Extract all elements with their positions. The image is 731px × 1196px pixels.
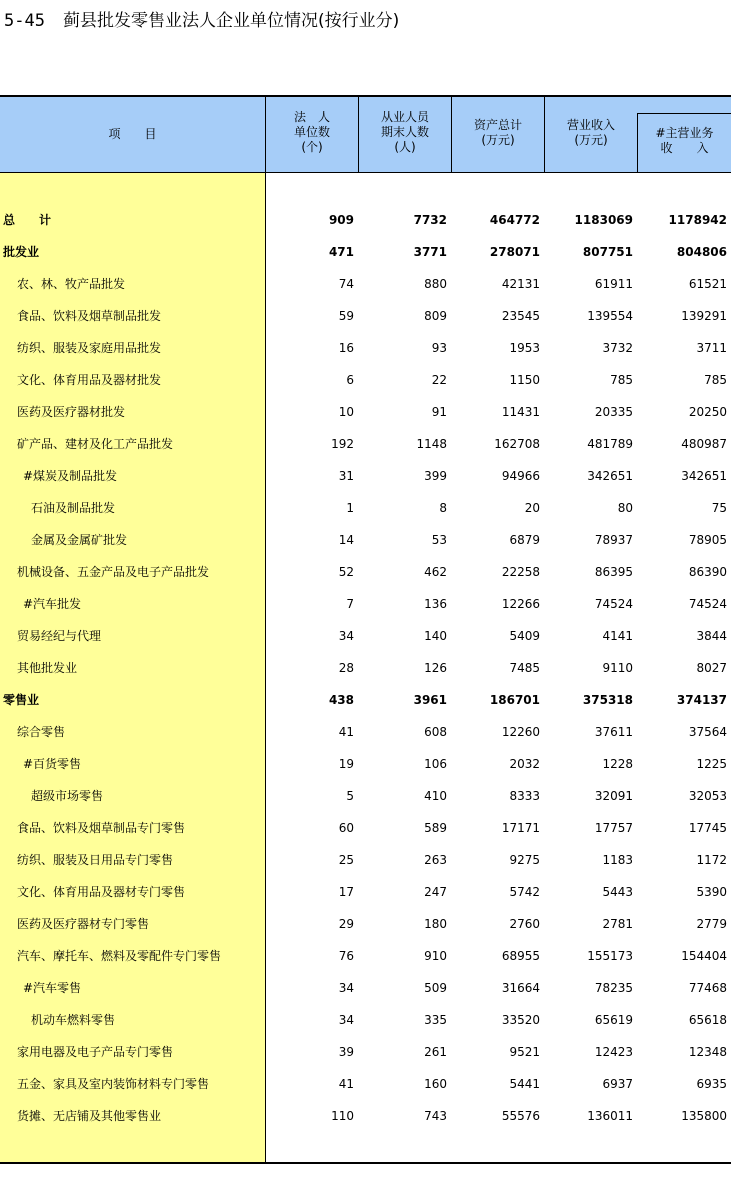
row-value: 410: [424, 789, 447, 803]
row-value: 909: [328, 213, 354, 227]
row-value: 160: [424, 1077, 447, 1091]
row-value: 61911: [594, 277, 633, 291]
table-row: [0, 498, 731, 518]
table-row: [0, 242, 731, 262]
table-row: [0, 1010, 731, 1030]
table-row: [0, 306, 731, 326]
row-value: 74524: [688, 597, 727, 611]
row-value: 5409: [509, 629, 540, 643]
row-value: 1172: [696, 853, 727, 867]
row-value: 807751: [582, 245, 633, 259]
row-value: 37564: [688, 725, 727, 739]
row-value: 25: [338, 853, 354, 867]
row-value: 261: [424, 1045, 447, 1059]
row-value: 7485: [509, 661, 540, 675]
table-row: [0, 530, 731, 550]
row-value: 76: [338, 949, 354, 963]
row-value: 22: [431, 373, 447, 387]
row-value: 6935: [696, 1077, 727, 1091]
row-value: 60: [338, 821, 354, 835]
row-value: 136: [424, 597, 447, 611]
row-value: 32053: [688, 789, 727, 803]
row-label: 其他批发业: [17, 661, 78, 675]
table-row: [0, 626, 731, 646]
header-revenue: 营业收入 (万元): [566, 118, 615, 147]
table-row: [0, 370, 731, 390]
row-label: 石油及制品批发: [31, 501, 116, 515]
row-value: 110: [331, 1109, 354, 1123]
table-row: [0, 594, 731, 614]
row-value: 5390: [696, 885, 727, 899]
table-row: [0, 466, 731, 486]
row-value: 39: [338, 1045, 354, 1059]
row-label: 食品、饮料及烟草制品批发: [17, 309, 162, 323]
row-label: 综合零售: [17, 725, 66, 739]
row-value: 785: [704, 373, 727, 387]
row-value: 9110: [602, 661, 633, 675]
header-units: 法 人 单位数 (个): [293, 110, 330, 154]
row-label: 纺织、服装及日用品专门零售: [17, 853, 174, 867]
table-row: [0, 978, 731, 998]
row-label: 文化、体育用品及器材专门零售: [17, 885, 186, 899]
row-label: 纺织、服装及家庭用品批发: [17, 341, 162, 355]
row-label: 货摊、无店铺及其他零售业: [17, 1109, 162, 1123]
row-value: 1150: [509, 373, 540, 387]
row-value: 910: [424, 949, 447, 963]
row-label: 超级市场零售: [31, 789, 104, 803]
row-value: 12423: [594, 1045, 633, 1059]
table-row: [0, 210, 731, 230]
row-value: 374137: [676, 693, 727, 707]
row-label: 文化、体育用品及器材批发: [17, 373, 162, 387]
table-title: 蓟县批发零售业法人企业单位情况(按行业分): [62, 11, 400, 31]
row-value: 5441: [509, 1077, 540, 1091]
row-value: 3771: [413, 245, 447, 259]
row-value: 471: [328, 245, 354, 259]
row-value: 20250: [688, 405, 727, 419]
table-row: [0, 1074, 731, 1094]
table-row: [0, 274, 731, 294]
row-value: 1148: [416, 437, 447, 451]
table-row: [0, 690, 731, 710]
row-value: 608: [424, 725, 447, 739]
row-value: 8: [439, 501, 447, 515]
row-value: 139291: [681, 309, 727, 323]
row-value: 11431: [501, 405, 540, 419]
row-value: 74: [338, 277, 354, 291]
row-value: 14: [338, 533, 354, 547]
row-value: 34: [338, 629, 354, 643]
row-value: 3844: [696, 629, 727, 643]
row-value: 78235: [594, 981, 633, 995]
header-main-business-revenue: #主营业务 收 入: [655, 126, 714, 155]
row-value: 17171: [501, 821, 540, 835]
row-value: 162708: [494, 437, 540, 451]
row-value: 186701: [489, 693, 540, 707]
row-label: 矿产品、建材及化工产品批发: [17, 437, 174, 451]
table-row: [0, 882, 731, 902]
row-value: 31664: [501, 981, 540, 995]
row-value: 86390: [688, 565, 727, 579]
row-value: 247: [424, 885, 447, 899]
table-number: 5-45: [4, 11, 45, 31]
row-value: 509: [424, 981, 447, 995]
row-label: 总 计: [3, 213, 52, 227]
table-row: [0, 338, 731, 358]
row-value: 20335: [594, 405, 633, 419]
row-value: 1225: [696, 757, 727, 771]
row-value: 135800: [681, 1109, 727, 1123]
row-value: 140: [424, 629, 447, 643]
row-value: 5: [346, 789, 354, 803]
row-value: 12260: [501, 725, 540, 739]
row-value: 34: [338, 981, 354, 995]
row-value: 12348: [688, 1045, 727, 1059]
row-value: 41: [338, 1077, 354, 1091]
table-row: [0, 402, 731, 422]
row-value: 3732: [602, 341, 633, 355]
header-employees: 从业人员 期末人数 (人): [380, 110, 429, 154]
header-item: 项 目: [108, 127, 157, 141]
row-value: 77468: [688, 981, 727, 995]
row-label: #百货零售: [23, 757, 82, 771]
row-value: 7: [346, 597, 354, 611]
row-value: 41: [338, 725, 354, 739]
row-value: 12266: [501, 597, 540, 611]
row-value: 32091: [594, 789, 633, 803]
header-assets: 资产总计 (万元): [473, 118, 522, 147]
row-label: 汽车、摩托车、燃料及零配件专门零售: [17, 949, 222, 963]
row-value: 17: [338, 885, 354, 899]
page-title: [4, 6, 399, 31]
row-value: 91: [431, 405, 447, 419]
row-value: 743: [424, 1109, 447, 1123]
row-value: 8333: [509, 789, 540, 803]
table-row: [0, 754, 731, 774]
row-value: 6: [346, 373, 354, 387]
row-value: 785: [610, 373, 633, 387]
row-value: 2760: [509, 917, 540, 931]
table-row: [0, 562, 731, 582]
row-value: 7732: [413, 213, 447, 227]
row-value: 1953: [509, 341, 540, 355]
row-value: 263: [424, 853, 447, 867]
table-row: [0, 658, 731, 678]
row-value: 28: [338, 661, 354, 675]
row-value: 8027: [696, 661, 727, 675]
row-value: 94966: [501, 469, 540, 483]
row-value: 2779: [696, 917, 727, 931]
row-value: 93: [431, 341, 447, 355]
table-row: [0, 722, 731, 742]
row-value: 42131: [501, 277, 540, 291]
row-value: 10: [338, 405, 354, 419]
row-label: 农、林、牧产品批发: [17, 277, 126, 291]
row-value: 139554: [587, 309, 633, 323]
row-value: 5443: [602, 885, 633, 899]
row-value: 375318: [582, 693, 633, 707]
row-value: 1178942: [668, 213, 727, 227]
row-value: 342651: [681, 469, 727, 483]
row-value: 106: [424, 757, 447, 771]
row-value: 61521: [688, 277, 727, 291]
row-value: 4141: [602, 629, 633, 643]
row-label: 机械设备、五金产品及电子产品批发: [17, 565, 210, 579]
row-value: 438: [328, 693, 354, 707]
row-value: 78937: [594, 533, 633, 547]
row-label: 机动车燃料零售: [31, 1013, 116, 1027]
row-value: 22258: [501, 565, 540, 579]
row-value: 19: [338, 757, 354, 771]
table-row: [0, 786, 731, 806]
table-row: [0, 1042, 731, 1062]
row-value: 481789: [587, 437, 633, 451]
row-label: 批发业: [3, 245, 40, 259]
row-label: 家用电器及电子产品专门零售: [17, 1045, 174, 1059]
row-value: 68955: [501, 949, 540, 963]
table-row: [0, 914, 731, 934]
table-row: [0, 1106, 731, 1126]
row-value: 37611: [594, 725, 633, 739]
row-value: 154404: [681, 949, 727, 963]
row-value: 31: [338, 469, 354, 483]
row-value: 9275: [509, 853, 540, 867]
row-value: 335: [424, 1013, 447, 1027]
row-label: 零售业: [3, 693, 40, 707]
table-row: [0, 818, 731, 838]
row-value: 3961: [413, 693, 447, 707]
row-label: 医药及医疗器材批发: [17, 405, 126, 419]
row-value: 33520: [501, 1013, 540, 1027]
row-value: 278071: [489, 245, 540, 259]
row-value: 136011: [587, 1109, 633, 1123]
row-label: 金属及金属矿批发: [31, 533, 128, 547]
row-value: 880: [424, 277, 447, 291]
row-value: 53: [431, 533, 447, 547]
row-value: 462: [424, 565, 447, 579]
row-value: 52: [338, 565, 354, 579]
table-row: [0, 946, 731, 966]
row-value: 16: [338, 341, 354, 355]
row-value: 342651: [587, 469, 633, 483]
row-value: 65618: [688, 1013, 727, 1027]
row-value: 1228: [602, 757, 633, 771]
row-value: 34: [338, 1013, 354, 1027]
row-value: 75: [711, 501, 727, 515]
row-value: 804806: [676, 245, 727, 259]
row-value: 6937: [602, 1077, 633, 1091]
row-value: 74524: [594, 597, 633, 611]
row-label: 五金、家具及室内装饰材料专门零售: [17, 1077, 210, 1091]
row-label: #汽车批发: [23, 597, 82, 611]
table-row: [0, 850, 731, 870]
row-label: 医药及医疗器材专门零售: [17, 917, 150, 931]
row-value: 399: [424, 469, 447, 483]
row-value: 809: [424, 309, 447, 323]
row-value: 1183: [602, 853, 633, 867]
row-value: 2032: [509, 757, 540, 771]
row-value: 480987: [681, 437, 727, 451]
row-value: 65619: [594, 1013, 633, 1027]
row-value: 1183069: [574, 213, 633, 227]
row-label: 贸易经纪与代理: [17, 629, 102, 643]
row-label: 食品、饮料及烟草制品专门零售: [17, 821, 186, 835]
row-label: #煤炭及制品批发: [23, 469, 118, 483]
row-label: #汽车零售: [23, 981, 82, 995]
row-value: 29: [338, 917, 354, 931]
row-value: 80: [617, 501, 633, 515]
row-value: 180: [424, 917, 447, 931]
row-value: 17745: [688, 821, 727, 835]
row-value: 5742: [509, 885, 540, 899]
row-value: 55576: [501, 1109, 540, 1123]
row-value: 464772: [489, 213, 540, 227]
row-value: 126: [424, 661, 447, 675]
row-value: 589: [424, 821, 447, 835]
row-value: 17757: [594, 821, 633, 835]
row-value: 155173: [587, 949, 633, 963]
row-value: 9521: [509, 1045, 540, 1059]
bottom-rule: [0, 1162, 731, 1164]
row-value: 86395: [594, 565, 633, 579]
row-value: 20: [524, 501, 540, 515]
row-value: 2781: [602, 917, 633, 931]
row-value: 59: [338, 309, 354, 323]
row-value: 1: [346, 501, 354, 515]
row-value: 6879: [509, 533, 540, 547]
row-value: 78905: [688, 533, 727, 547]
row-value: 192: [331, 437, 354, 451]
row-value: 23545: [501, 309, 540, 323]
row-value: 3711: [696, 341, 727, 355]
table-row: [0, 434, 731, 454]
